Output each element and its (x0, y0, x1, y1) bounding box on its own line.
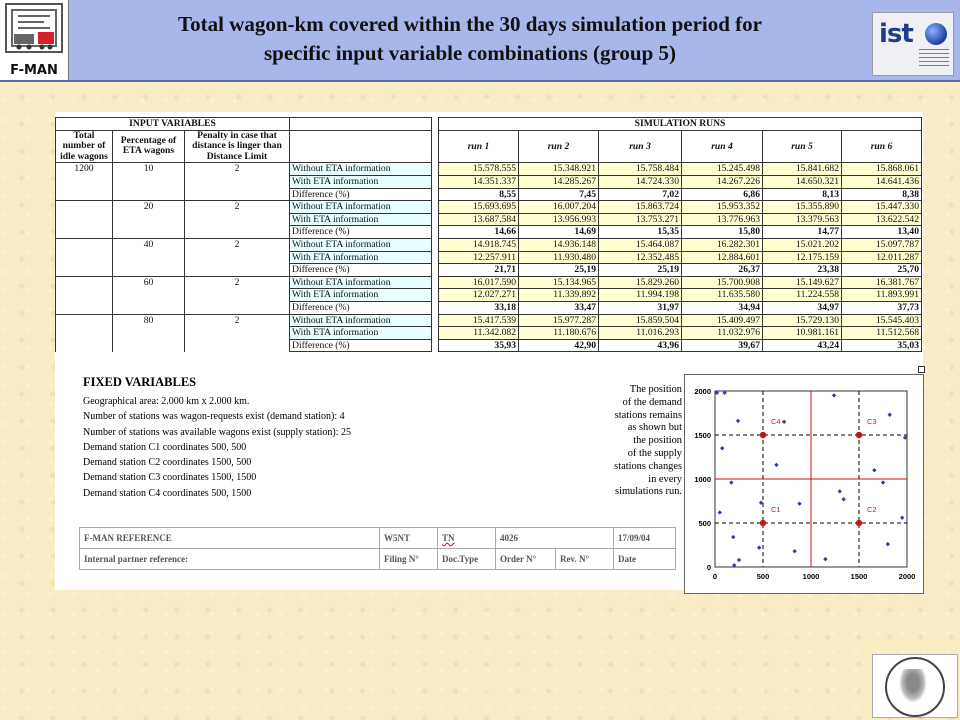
run-column-header: run 4 (682, 130, 763, 163)
eta-percentage-cell (113, 188, 185, 201)
value-cell: 15.447.330 (842, 201, 922, 214)
eta-percentage-cell: 60 (113, 276, 185, 289)
penalty-cell (185, 251, 290, 264)
value-cell: 11.224.558 (763, 289, 842, 302)
table-row (56, 339, 922, 352)
penalty-cell (185, 301, 290, 314)
value-cell: 16.381.767 (842, 276, 922, 289)
globe-icon (925, 23, 947, 45)
value-cell: 10.981.161 (763, 327, 842, 340)
eta-percentage-cell (113, 251, 185, 264)
value-cell: 35,03 (842, 339, 922, 352)
value-cell: 14.650.321 (763, 175, 842, 188)
row-label: Without ETA information (290, 163, 432, 176)
row-gap (432, 251, 439, 264)
value-cell: 12.352.485 (599, 251, 682, 264)
col-idle-wagons: Total number of idle wagons (56, 130, 113, 163)
fixed-line: Number of stations was wagon-requests exist (demand station): 4 (83, 411, 345, 423)
idle-wagons-cell (56, 175, 113, 188)
value-cell: 34,97 (763, 301, 842, 314)
row-label: Difference (%) (290, 301, 432, 314)
fixed-variables (83, 375, 623, 501)
row-gap (432, 314, 439, 327)
value-cell: 15.758.484 (599, 163, 682, 176)
row-gap (432, 188, 439, 201)
value-cell: 15.693.695 (439, 201, 519, 214)
table-row (56, 213, 922, 226)
row-gap (432, 175, 439, 188)
reference-cell: Filing N° (380, 549, 438, 570)
penalty-cell: 2 (185, 276, 290, 289)
value-cell: 25,70 (842, 264, 922, 277)
row-gap (432, 276, 439, 289)
demand-station-point (856, 520, 862, 526)
value-cell: 15.729.130 (763, 314, 842, 327)
value-cell: 11.032.976 (682, 327, 763, 340)
value-cell: 11.016.293 (599, 327, 682, 340)
penalty-cell (185, 339, 290, 352)
station-map-svg (685, 375, 923, 593)
penalty-cell: 2 (185, 238, 290, 251)
fixed-line: Number of stations was available wagons exist (supply station): 25 (83, 426, 352, 438)
header-gap (432, 118, 439, 131)
row-gap (432, 289, 439, 302)
table-row (56, 264, 922, 277)
row-label: Difference (%) (290, 339, 432, 352)
penalty-cell (185, 175, 290, 188)
table-header-row (56, 130, 922, 163)
x-tick-label: 1000 (802, 572, 820, 581)
penalty-cell (185, 264, 290, 277)
value-cell: 31,97 (599, 301, 682, 314)
input-variables-header: INPUT VARIABLES (56, 118, 290, 131)
reference-cell: W5NT (380, 528, 438, 549)
run-column-header: run 5 (763, 130, 842, 163)
reference-cell: Order N° (496, 549, 556, 570)
eta-percentage-cell (113, 327, 185, 340)
fman-logo-text: F-MAN (10, 63, 58, 78)
value-cell: 14,77 (763, 226, 842, 239)
row-label: With ETA information (290, 327, 432, 340)
col-penalty: Penalty in case that distance is linger than Distance Limit (185, 130, 290, 163)
value-cell: 21,71 (439, 264, 519, 277)
value-cell: 37,73 (842, 301, 922, 314)
value-cell: 6,86 (682, 188, 763, 201)
value-cell: 14.918.745 (439, 238, 519, 251)
note-line: in every (648, 473, 682, 485)
value-cell: 16.017.590 (439, 276, 519, 289)
value-cell: 15.953.352 (682, 201, 763, 214)
run-column-header: run 6 (842, 130, 922, 163)
value-cell: 13.379.563 (763, 213, 842, 226)
position-note (590, 384, 682, 499)
table-row (56, 188, 922, 201)
idle-wagons-cell (56, 251, 113, 264)
value-cell: 15.578.555 (439, 163, 519, 176)
value-cell: 25,19 (519, 264, 599, 277)
row-label: Without ETA information (290, 201, 432, 214)
reference-cell: Doc.Type (438, 549, 496, 570)
selection-handle (918, 366, 925, 373)
y-tick-label: 0 (706, 563, 711, 572)
value-cell: 33,18 (439, 301, 519, 314)
fixed-variables-list (83, 394, 623, 501)
value-cell: 13,40 (842, 226, 922, 239)
demand-station-label: C4 (771, 417, 781, 426)
table-row (56, 175, 922, 188)
slide-header (0, 0, 960, 82)
x-tick-label: 0 (712, 572, 718, 581)
value-cell: 12.027.271 (439, 289, 519, 302)
value-cell: 15.417.539 (439, 314, 519, 327)
table-row (56, 289, 922, 302)
table-row (56, 327, 922, 340)
seal-figure (899, 669, 927, 703)
row-gap (432, 201, 439, 214)
header-gap (432, 130, 439, 163)
value-cell: 15.700.908 (682, 276, 763, 289)
value-cell: 11.930.480 (519, 251, 599, 264)
penalty-cell (185, 213, 290, 226)
table-row (56, 238, 922, 251)
fixed-line: Demand station C4 coordinates 500, 1500 (83, 487, 252, 499)
row-gap (432, 163, 439, 176)
value-cell: 12.257.911 (439, 251, 519, 264)
penalty-cell: 2 (185, 314, 290, 327)
university-seal-logo (872, 654, 958, 718)
page-title (80, 10, 860, 68)
title-line-1: Total wagon-km covered within the 30 days simulation period for (178, 12, 762, 36)
eta-percentage-cell: 10 (113, 163, 185, 176)
value-cell: 15.021.202 (763, 238, 842, 251)
row-label: Without ETA information (290, 314, 432, 327)
note-line: stations changes (614, 460, 682, 472)
value-cell: 11.180.676 (519, 327, 599, 340)
row-gap (432, 238, 439, 251)
eta-percentage-cell (113, 301, 185, 314)
value-cell: 15.841.682 (763, 163, 842, 176)
fixed-variables-title: FIXED VARIABLES (83, 375, 197, 389)
reference-cell: TN (438, 528, 496, 549)
row-label: With ETA information (290, 251, 432, 264)
row-gap (432, 213, 439, 226)
fixed-line: Demand station C1 coordinates 500, 500 (83, 441, 247, 453)
reference-cell: 17/09/04 (614, 528, 676, 549)
title-line-2: specific input variable combinations (group 5) (263, 41, 677, 65)
eta-percentage-cell: 40 (113, 238, 185, 251)
eta-percentage-cell: 20 (113, 201, 185, 214)
eta-percentage-cell (113, 226, 185, 239)
row-label: Difference (%) (290, 188, 432, 201)
row-gap (432, 339, 439, 352)
penalty-cell: 2 (185, 163, 290, 176)
value-cell: 43,24 (763, 339, 842, 352)
note-line: simulations run. (615, 486, 682, 498)
note-line: of the supply (627, 447, 682, 459)
value-cell: 15.097.787 (842, 238, 922, 251)
value-cell: 14.641.436 (842, 175, 922, 188)
table-row (56, 301, 922, 314)
idle-wagons-cell (56, 327, 113, 340)
value-cell: 15,35 (599, 226, 682, 239)
value-cell: 11.994.198 (599, 289, 682, 302)
y-tick-label: 2000 (694, 387, 711, 396)
reference-cell: Date (614, 549, 676, 570)
value-cell: 7,45 (519, 188, 599, 201)
x-tick-label: 2000 (898, 572, 916, 581)
row-gap (432, 327, 439, 340)
note-line: the position (633, 435, 682, 447)
demand-station-point (760, 432, 766, 438)
value-cell: 43,96 (599, 339, 682, 352)
idle-wagons-cell (56, 264, 113, 277)
value-cell: 14.285.267 (519, 175, 599, 188)
run-column-header: run 1 (439, 130, 519, 163)
table-row (56, 276, 922, 289)
value-cell: 15.863.724 (599, 201, 682, 214)
fman-logo (0, 0, 69, 80)
value-cell: 12.175.159 (763, 251, 842, 264)
row-label: With ETA information (290, 213, 432, 226)
eta-percentage-cell (113, 289, 185, 302)
penalty-cell (185, 226, 290, 239)
value-cell: 14.936.148 (519, 238, 599, 251)
value-cell: 14.267.226 (682, 175, 763, 188)
header-spacer (290, 118, 432, 131)
note-line: of the demand (622, 396, 682, 408)
y-tick-label: 1000 (694, 475, 711, 484)
demand-station-label: C2 (867, 505, 877, 514)
value-cell: 15.545.403 (842, 314, 922, 327)
ist-subtitle-graphic (919, 49, 949, 69)
value-cell: 11.893.991 (842, 289, 922, 302)
value-cell: 42,90 (519, 339, 599, 352)
value-cell: 13.956.993 (519, 213, 599, 226)
row-label: Without ETA information (290, 276, 432, 289)
fixed-line: Demand station C2 coordinates 1500, 500 (83, 457, 252, 469)
ist-logo-text: ist (879, 19, 913, 49)
note-line: The position (629, 384, 682, 395)
idle-wagons-cell (56, 314, 113, 327)
value-cell: 15.868.061 (842, 163, 922, 176)
value-cell: 15.134.965 (519, 276, 599, 289)
row-label: Without ETA information (290, 238, 432, 251)
value-cell: 15.355.890 (763, 201, 842, 214)
idle-wagons-cell (56, 276, 113, 289)
table-row (56, 201, 922, 214)
penalty-cell (185, 327, 290, 340)
value-cell: 8,38 (842, 188, 922, 201)
reference-table (79, 527, 676, 570)
idle-wagons-cell (56, 289, 113, 302)
idle-wagons-cell: 1200 (56, 163, 113, 176)
run-column-header: run 2 (519, 130, 599, 163)
value-cell: 15.829.260 (599, 276, 682, 289)
col-eta-percentage: Percentage of ETA wagons (113, 130, 185, 163)
value-cell: 11.635.580 (682, 289, 763, 302)
value-cell: 15.245.498 (682, 163, 763, 176)
value-cell: 39,67 (682, 339, 763, 352)
simulation-runs-header: SIMULATION RUNS (439, 118, 922, 131)
idle-wagons-cell (56, 301, 113, 314)
header-spacer (290, 130, 432, 163)
idle-wagons-cell (56, 201, 113, 214)
value-cell: 35,93 (439, 339, 519, 352)
reference-cell: Internal partner reference: (80, 549, 380, 570)
reference-cell: F-MAN REFERENCE (80, 528, 380, 549)
reference-cell: 4026 (496, 528, 614, 549)
value-cell: 15.464.087 (599, 238, 682, 251)
reference-cell: Rev. N° (556, 549, 614, 570)
value-cell: 15.859.504 (599, 314, 682, 327)
row-label: Difference (%) (290, 226, 432, 239)
x-tick-label: 1500 (850, 572, 868, 581)
value-cell: 7,02 (599, 188, 682, 201)
demand-station-point (760, 520, 766, 526)
penalty-cell (185, 188, 290, 201)
value-cell: 23,38 (763, 264, 842, 277)
value-cell: 14,69 (519, 226, 599, 239)
eta-percentage-cell: 80 (113, 314, 185, 327)
table-row (56, 226, 922, 239)
penalty-cell (185, 289, 290, 302)
value-cell: 14.351.337 (439, 175, 519, 188)
value-cell: 26,37 (682, 264, 763, 277)
value-cell: 8,55 (439, 188, 519, 201)
row-label: With ETA information (290, 289, 432, 302)
value-cell: 13.776.963 (682, 213, 763, 226)
value-cell: 25,19 (599, 264, 682, 277)
note-line: stations remains (614, 409, 682, 421)
row-label: With ETA information (290, 175, 432, 188)
run-column-header: run 3 (599, 130, 682, 163)
value-cell: 13.753.271 (599, 213, 682, 226)
row-gap (432, 226, 439, 239)
value-cell: 14.724.330 (599, 175, 682, 188)
row-label: Difference (%) (290, 264, 432, 277)
x-tick-label: 500 (756, 572, 770, 581)
table-row (56, 251, 922, 264)
table-row (56, 314, 922, 327)
note-line: as shown but (627, 422, 682, 434)
value-cell: 12.011.287 (842, 251, 922, 264)
value-cell: 13.622.542 (842, 213, 922, 226)
row-gap (432, 301, 439, 314)
idle-wagons-cell (56, 188, 113, 201)
y-tick-label: 500 (698, 519, 711, 528)
value-cell: 33,47 (519, 301, 599, 314)
idle-wagons-cell (56, 213, 113, 226)
table-header-row (56, 118, 922, 131)
demand-station-label: C3 (867, 417, 877, 426)
value-cell: 34,94 (682, 301, 763, 314)
eta-percentage-cell (113, 339, 185, 352)
fixed-line: Geographical area: 2.000 km x 2.000 km. (83, 396, 250, 407)
simulation-table (55, 117, 922, 352)
value-cell: 13.687.584 (439, 213, 519, 226)
value-cell: 11.339.892 (519, 289, 599, 302)
value-cell: 16.282.301 (682, 238, 763, 251)
value-cell: 14,66 (439, 226, 519, 239)
demand-station-label: C1 (771, 505, 781, 514)
value-cell: 15.409.497 (682, 314, 763, 327)
fman-logo-graphic (0, 0, 68, 62)
reference-row (80, 528, 676, 549)
value-cell: 11.512.568 (842, 327, 922, 340)
penalty-cell: 2 (185, 201, 290, 214)
idle-wagons-cell (56, 238, 113, 251)
value-cell: 12.884.601 (682, 251, 763, 264)
eta-percentage-cell (113, 175, 185, 188)
reference-row (80, 549, 676, 570)
ist-logo (872, 12, 954, 76)
value-cell: 8,13 (763, 188, 842, 201)
value-cell: 15.977.287 (519, 314, 599, 327)
demand-station-point (856, 432, 862, 438)
table-row (56, 163, 922, 176)
value-cell: 15,80 (682, 226, 763, 239)
y-tick-label: 1500 (694, 431, 711, 440)
value-cell: 15.348.921 (519, 163, 599, 176)
value-cell: 11.342.082 (439, 327, 519, 340)
row-gap (432, 264, 439, 277)
eta-percentage-cell (113, 213, 185, 226)
value-cell: 15.149.627 (763, 276, 842, 289)
idle-wagons-cell (56, 226, 113, 239)
fixed-line: Demand station C3 coordinates 1500, 1500 (83, 472, 257, 484)
eta-percentage-cell (113, 264, 185, 277)
value-cell: 16.007.204 (519, 201, 599, 214)
idle-wagons-cell (56, 339, 113, 352)
station-map (684, 374, 924, 594)
